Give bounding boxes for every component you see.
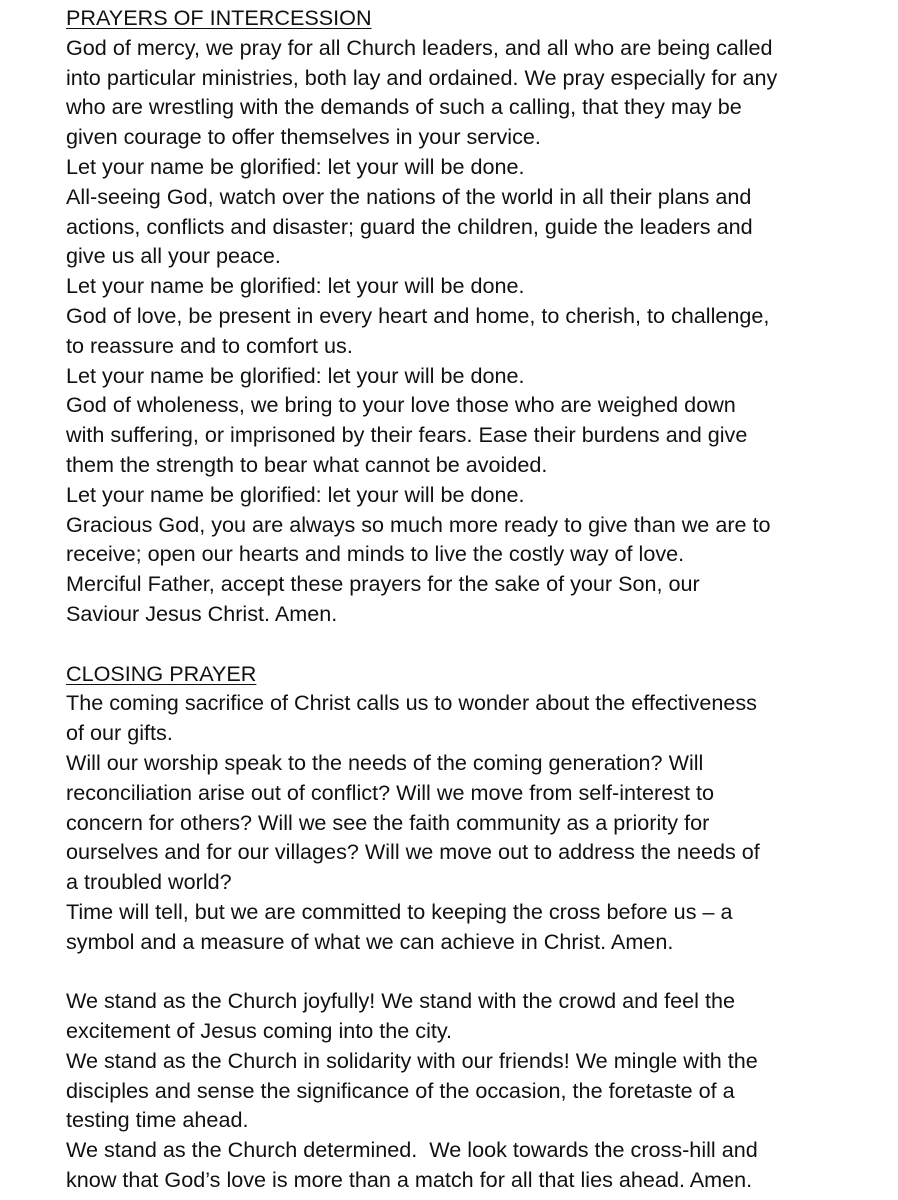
standing-paragraph-determined: We stand as the Church determined. We look towards the cross-hill and know that God’s love is more than a match for all that lies ahead. Amen.: [66, 1137, 758, 1193]
intercession-response: Let your name be glorified: let your will be done.: [66, 273, 525, 299]
intercession-paragraph-gracious: Gracious God, you are always so much more ready to give than we are to receive; open our hearts and minds to live the costly way of love.: [66, 511, 771, 567]
standing-paragraph-joyfully: We stand as the Church joyfully! We stand with the crowd and feel the excitement of Jesus coming into the city.: [66, 988, 735, 1044]
intercession-paragraph-love: God of love, be present in every heart and home, to cherish, to challenge, to reassure and to comfort us.: [66, 302, 770, 358]
intercession-response: Let your name be glorified: let your will be done.: [66, 153, 525, 179]
intercession-response: Let your name be glorified: let your will be done.: [66, 481, 525, 507]
closing-paragraph-questions: Will our worship speak to the needs of the coming generation? Will reconciliation arise out of conflict? Will we move from self-interest to concern for others? Will we see the faith community as a priority for ourselves and for our villages? Will we move out to address the needs of a troubled world?: [66, 749, 760, 895]
standing-section: [66, 986, 866, 1195]
intercession-paragraph-wholeness: God of wholeness, we bring to your love those who are weighed down with suffering, or imprisoned by their fears. Ease their burdens and give them the strength to bear what cannot be avoided.: [66, 392, 748, 477]
closing-paragraph-sacrifice: The coming sacrifice of Christ calls us to wonder about the effectiveness of our gifts.: [66, 690, 757, 746]
intercession-paragraph-nations: All-seeing God, watch over the nations of the world in all their plans and actions, conflicts and disaster; guard the children, guide the leaders and give us all your peace.: [66, 183, 753, 269]
standing-paragraph-solidarity: We stand as the Church in solidarity with our friends! We mingle with the disciples and sense the significance of the occasion, the foretaste of a testing time ahead.: [66, 1047, 758, 1133]
intercession-heading: PRAYERS OF INTERCESSION: [66, 5, 372, 30]
section-spacer: [66, 957, 866, 987]
closing-paragraph-time: Time will tell, but we are committed to keeping the cross before us – a symbol and a measure of what we can achieve in Christ. Amen.: [66, 898, 733, 954]
intercession-section: [66, 3, 866, 629]
closing-prayer-heading: CLOSING PRAYER: [66, 660, 257, 686]
intercession-paragraph-merciful: Merciful Father, accept these prayers for the sake of your Son, our Saviour Jesus Christ. Amen.: [66, 571, 700, 626]
document-page: [66, 3, 866, 1195]
section-spacer: [66, 629, 866, 659]
closing-prayer-section: [66, 659, 866, 957]
intercession-response: Let your name be glorified: let your will be done.: [66, 362, 525, 388]
intercession-paragraph-leaders: God of mercy, we pray for all Church leaders, and all who are being called into particular ministries, both lay and ordained. We pray especially for any who are wrestling with the demands of such a calling, that they may be given courage to offer themselves in your service.: [66, 34, 778, 150]
